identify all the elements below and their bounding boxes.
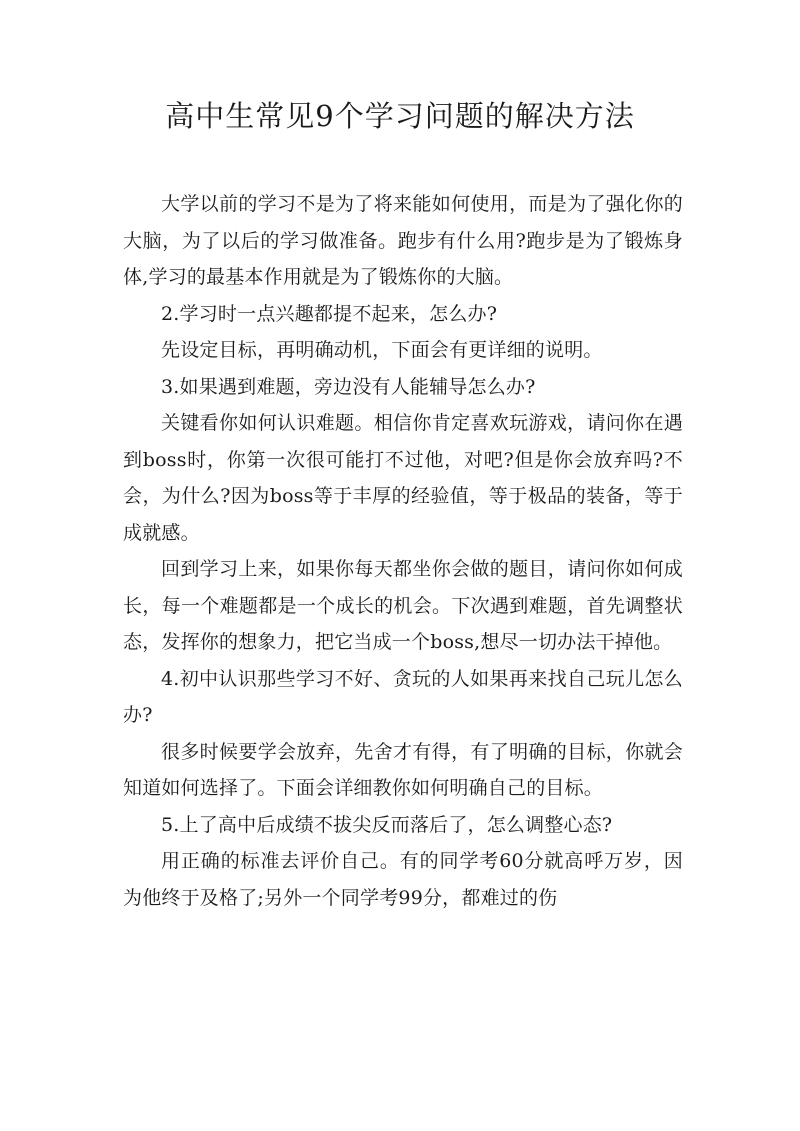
question-heading: 5.上了高中后成绩不拔尖反而落后了，怎么调整心态? [161,813,613,836]
paragraph: 很多时候要学会放弃，先舍才有得，有了明确的目标，你就会知道如何选择了。下面会详细教你如何明确自己的目标。 [123,740,683,799]
paragraph: 用正确的标准去评价自己。有的同学考60分就高呼万岁，因为他终于及格了;另外一个同学考99分，都难过的伤 [123,850,683,909]
paragraph: 回到学习上来，如果你每天都坐你会做的题目，请问你如何成长，每一个难题都是一个成长的机会。下次遇到难题，首先调整状态，发挥你的想象力，把它当成一个boss,想尽一切办法干掉他。 [123,558,683,653]
paragraph: 大学以前的学习不是为了将来能如何使用，而是为了强化你的大脑，为了以后的学习做准备。跑步有什么用?跑步是为了锻炼身体,学习的最基本作用就是为了锻炼你的大脑。 [123,193,683,288]
document-body [123,186,683,916]
paragraph: 先设定目标，再明确动机，下面会有更详细的说明。 [161,339,603,361]
document-title: 高中生常见9个学习问题的解决方法 [165,99,635,133]
question-heading: 4.初中认识那些学习不好、贪玩的人如果再来找自己玩儿怎么办? [123,667,683,726]
paragraph: 关键看你如何认识难题。相信你肯定喜欢玩游戏，请问你在遇到boss时，你第一次很可能打不过他，对吧?但是你会放弃吗?不会，为什么?因为boss等于丰厚的经验值，等于极品的装备，等于成就感。 [123,412,683,544]
question-heading: 3.如果遇到难题，旁边没有人能辅导怎么办? [161,375,536,398]
question-heading: 2.学习时一点兴趣都提不起来，怎么办? [161,302,498,325]
